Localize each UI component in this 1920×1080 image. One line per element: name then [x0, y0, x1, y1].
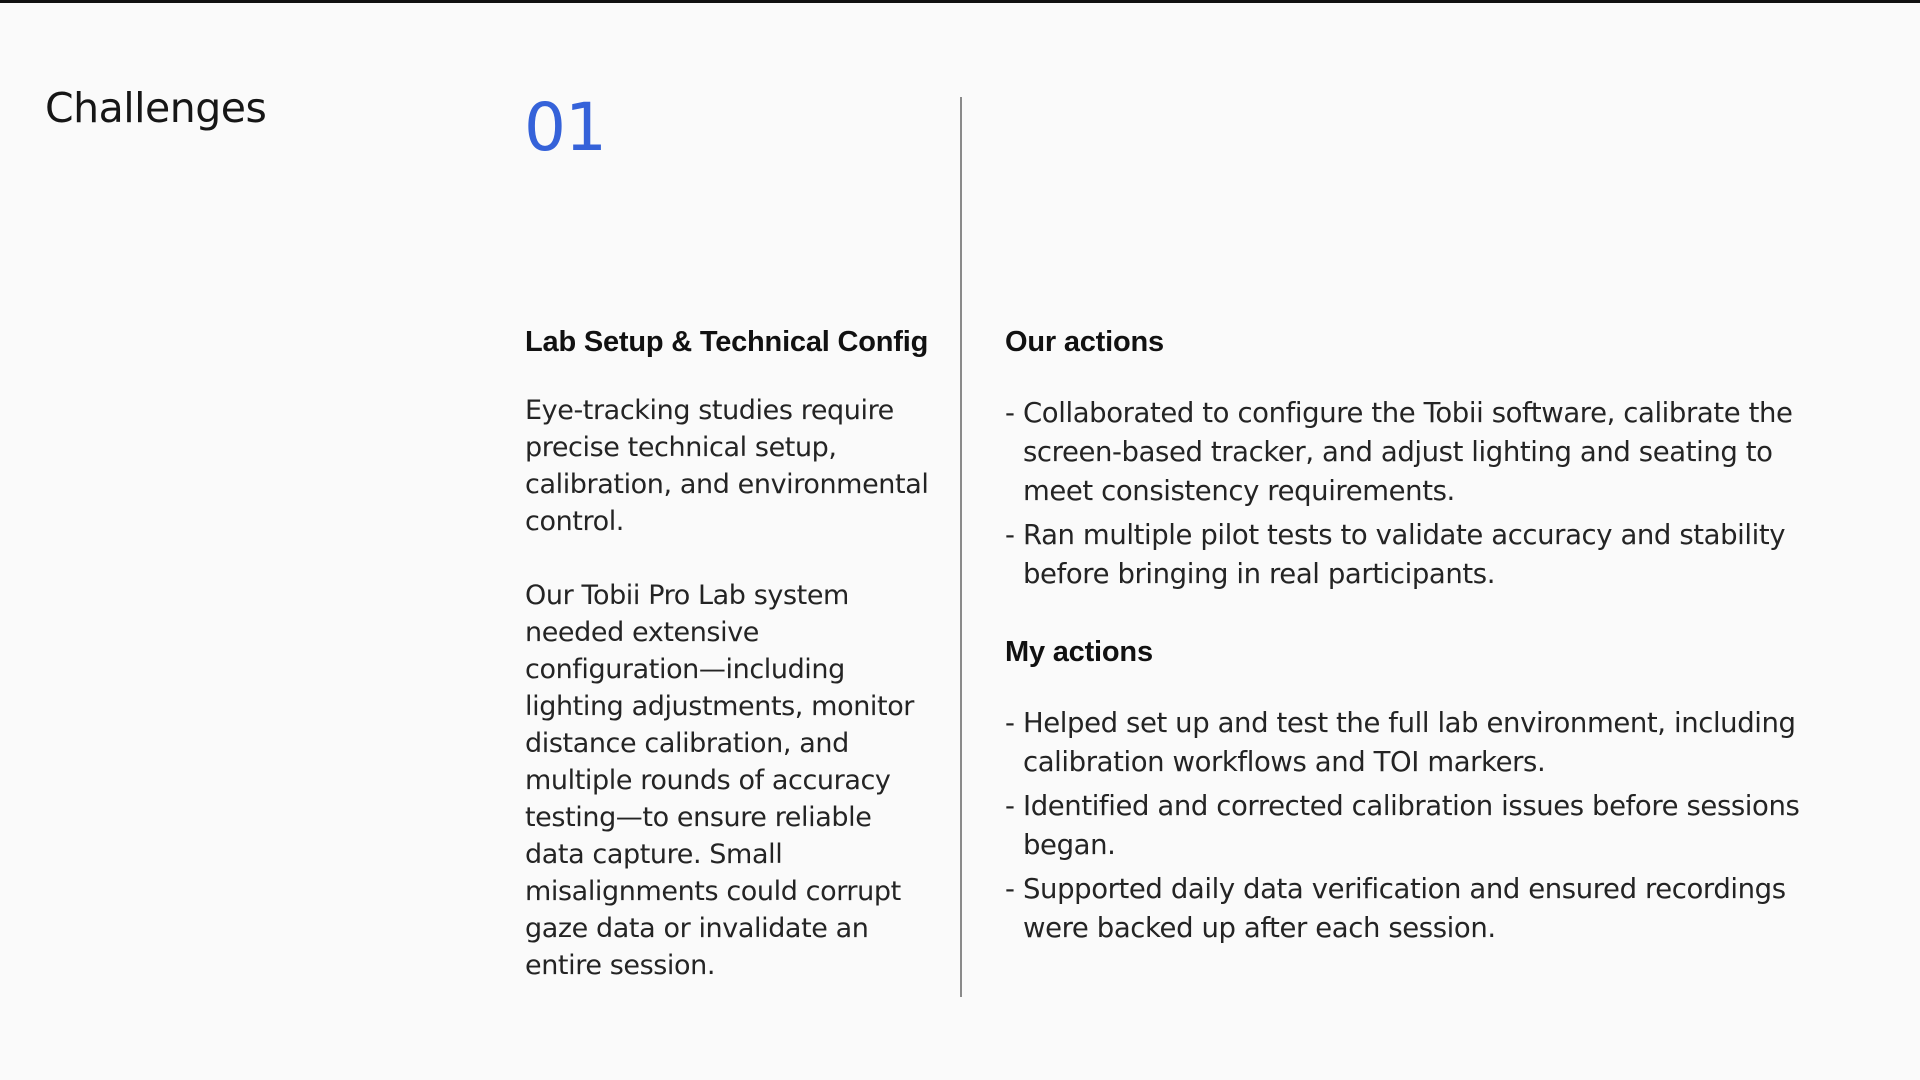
challenge-paragraph: Eye-tracking studies require precise technical setup, calibration, and environmental control.: [525, 395, 929, 537]
bullet-marker: -: [1005, 519, 1015, 551]
my-actions-heading: My actions: [1005, 636, 1153, 668]
list-item-text: Collaborated to configure the Tobii software, calibrate the screen-based tracker, and adjust lighting and seating to meet consistency requirements.: [1023, 397, 1793, 507]
our-actions-section: [1005, 322, 1835, 594]
my-actions-list: [1005, 704, 1835, 948]
bullet-marker: -: [1005, 790, 1015, 822]
list-item-text: Helped set up and test the full lab environment, including calibration workflows and TOI markers.: [1023, 707, 1796, 778]
column-divider: [960, 97, 962, 997]
list-item: [1005, 787, 1835, 865]
list-item: [1005, 870, 1835, 948]
our-actions-heading: Our actions: [1005, 326, 1164, 358]
section-number: 01: [524, 89, 606, 166]
my-actions-section: [1005, 632, 1835, 948]
bullet-marker: -: [1005, 873, 1015, 905]
challenge-heading: Lab Setup & Technical Config: [525, 326, 929, 358]
list-item: [1005, 394, 1835, 511]
our-actions-list: [1005, 394, 1835, 594]
list-item-text: Ran multiple pilot tests to validate accuracy and stability before bringing in real participants.: [1023, 519, 1786, 590]
bullet-marker: -: [1005, 707, 1015, 739]
top-rule: [0, 0, 1920, 3]
list-item-text: Supported daily data verification and ensured recordings were backed up after each session.: [1023, 873, 1786, 944]
actions-panel: [1005, 322, 1835, 986]
challenge-paragraph: Our Tobii Pro Lab system needed extensive configuration—including lighting adjustments, monitor distance calibration, and multiple rounds of accuracy testing—to ensure reliable data capture. Small misalignments could corrupt gaze data or invalidate an entire session.: [525, 580, 915, 981]
bullet-marker: -: [1005, 397, 1015, 429]
challenge-description: [525, 322, 935, 1021]
list-item: [1005, 516, 1835, 594]
list-item-text: Identified and corrected calibration issues before sessions began.: [1023, 790, 1800, 861]
list-item: [1005, 704, 1835, 782]
section-title: Challenges: [45, 84, 267, 132]
